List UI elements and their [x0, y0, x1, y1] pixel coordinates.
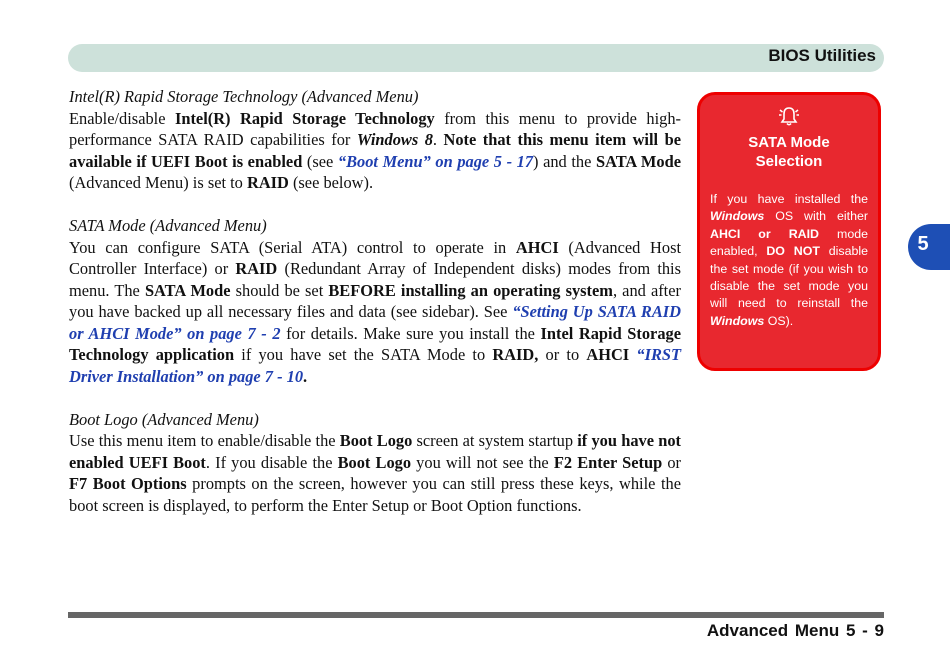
text-run: for details. Make sure you install the — [280, 323, 541, 343]
text-run: BEFORE installing an operating system — [328, 280, 613, 300]
header-title: BIOS Utilities — [768, 46, 876, 65]
text-run: (Redundant Array of Independent disks) modes from this menu. The — [69, 259, 681, 300]
footer-rule — [68, 612, 884, 618]
text-run: or to — [538, 345, 587, 364]
text-run: screen at system startup — [412, 431, 578, 450]
section-body — [69, 237, 681, 388]
section-title: SATA Mode (Advanced Menu) — [69, 216, 267, 235]
text-run: . — [432, 130, 444, 149]
text-run: Boot Logo — [337, 452, 412, 472]
text-run: . If you disable the — [205, 452, 338, 472]
text-run: Windows — [710, 209, 765, 224]
text-run: Note that this menu item will be available if UEFI Boot is enabled — [69, 130, 681, 171]
header-bar — [68, 44, 884, 72]
text-run: if you have not enabled UEFI Boot — [69, 431, 681, 472]
text-run: if you have set the SATA Mode to — [234, 345, 493, 364]
text-run: SATA Mode — [144, 280, 231, 300]
section-title: Boot Logo (Advanced Menu) — [69, 409, 259, 429]
chapter-number: 5 — [917, 233, 929, 255]
text-run: (Advanced Menu) is set to — [69, 173, 247, 192]
text-run: prompts on the screen, however you can still press these keys, while the boot screen is displayed, to perform the Enter Setup or Boot Option functions. — [69, 474, 681, 515]
footer-section: Advanced Menu — [706, 621, 840, 640]
text-run: If you have installed the — [710, 192, 868, 206]
text-run: SATA Mode — [595, 151, 681, 171]
text-run: F7 Boot Options — [69, 474, 187, 493]
text-run: (see below). — [288, 173, 374, 192]
text-run: ) and the — [533, 151, 596, 171]
text-run: Windows — [710, 313, 765, 328]
text-run: (see — [302, 151, 338, 171]
text-run: Enable/disable — [69, 108, 175, 128]
section — [69, 409, 681, 517]
sidebar-title — [710, 133, 868, 171]
text-run: should be set — [230, 280, 329, 300]
section — [69, 215, 681, 387]
text-run: AHCI or RAID — [710, 226, 819, 241]
main-content — [69, 86, 681, 538]
text-run: You can configure SATA (Serial ATA) control to operate in — [69, 237, 516, 257]
text-run: (Advanced Host Controller Interface) or — [69, 237, 681, 278]
text-run: RAID — [235, 259, 278, 278]
footer — [707, 620, 884, 642]
sidebar-note — [697, 92, 881, 371]
section-body — [69, 430, 681, 516]
text-run: Boot Logo — [339, 431, 413, 450]
footer-page: 5 - 9 — [845, 621, 884, 640]
sidebar-inner — [710, 105, 868, 330]
text-run: or — [662, 452, 681, 472]
bell-icon — [777, 105, 801, 127]
text-run: disable the set mode (if you wish to disable the set mode you will need to reinstall the — [710, 244, 868, 311]
text-run: F2 Enter Setup — [553, 452, 663, 472]
text-run: RAID, — [492, 345, 539, 364]
text-run: OS with either — [764, 209, 868, 224]
text-run: DO NOT — [766, 244, 820, 259]
cross-reference-link[interactable]: “Setting Up SATA RAID or AHCI Mode” on page 7 - 2 — [69, 302, 681, 343]
text-run: RAID — [246, 173, 289, 192]
text-run: Use this menu item to enable/disable the — [69, 431, 340, 450]
cross-reference-link[interactable]: “Boot Menu” on page 5 - 17 — [337, 151, 534, 171]
text-run: OS). — [764, 313, 794, 328]
text-run: Intel(R) Rapid Storage Technology — [174, 108, 435, 128]
section-title: Intel(R) Rapid Storage Technology (Advanced Menu) — [69, 87, 419, 106]
text-run: mode enabled, — [710, 226, 869, 259]
text-run: you will not see the — [411, 452, 554, 472]
section — [69, 86, 681, 194]
cross-reference-link[interactable]: “IRST Driver Installation” on page 7 - 10 — [69, 345, 682, 386]
sidebar-title-line: Selection — [755, 153, 823, 170]
text-run: Intel Rapid Storage Technology application — [69, 323, 681, 364]
text-run: AHCI — [515, 237, 559, 257]
text-run: . — [303, 366, 308, 386]
text-run: from this menu to provide high-performance SATA RAID capabilities for — [69, 108, 681, 149]
text-run: Windows 8 — [356, 130, 433, 149]
text-run: AHCI — [586, 345, 630, 364]
sidebar-body — [710, 191, 868, 330]
section-body — [69, 108, 681, 194]
text-run: , and after you have backed up all necessary files and data (see sidebar). See — [69, 280, 681, 321]
sidebar-title-line: SATA Mode — [748, 134, 830, 151]
